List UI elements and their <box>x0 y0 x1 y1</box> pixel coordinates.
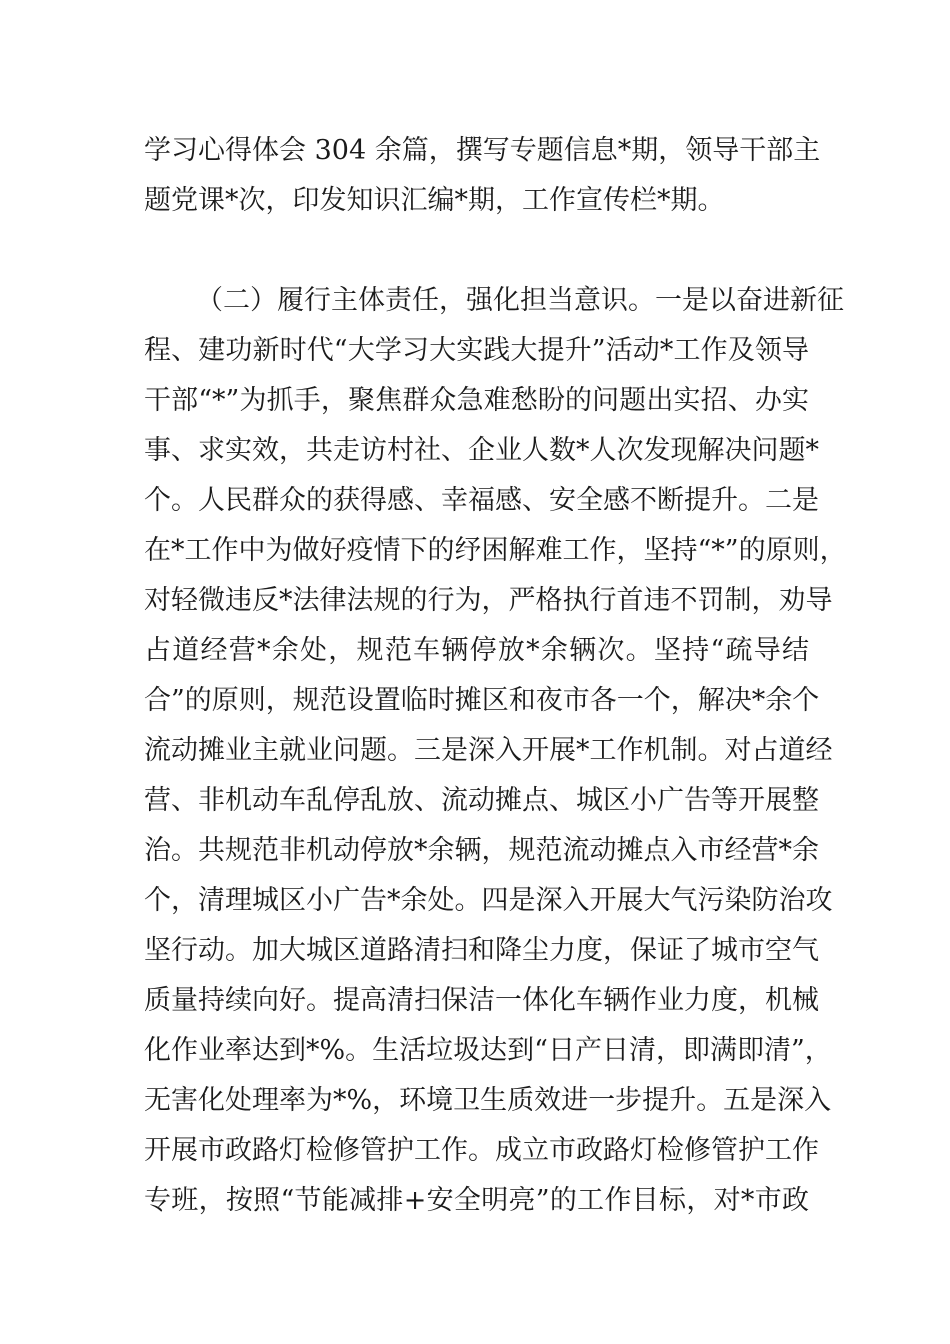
paragraph-2-line: 干部“*”为抓手，聚焦群众急难愁盼的问题出实招、办实 <box>144 385 809 416</box>
paragraph-2-line: 合”的原则，规范设置临时摊区和夜市各一个，解决*余个 <box>144 685 820 716</box>
paragraph-2-line: 治。共规范非机动停放*余辆，规范流动摊点入市经营*余 <box>144 835 819 866</box>
paragraph-1-line: 题党课*次，印发知识汇编*期，工作宣传栏*期。 <box>144 185 725 216</box>
paragraph-2-line: 对轻微违反*法律法规的行为，严格执行首违不罚制，劝导 <box>144 585 833 616</box>
paragraph-2-line: （二）履行主体责任，强化担当意识。一是以奋进新征 <box>196 285 844 316</box>
paragraph-2-line: 开展市政路灯检修管护工作。成立市政路灯检修管护工作 <box>144 1135 819 1166</box>
paragraph-2-line: 个，清理城区小广告*余处。四是深入开展大气污染防治攻 <box>144 885 833 916</box>
paragraph-2-line: 占道经营*余处，规范车辆停放*余辆次。坚持“疏导结 <box>144 635 809 666</box>
paragraph-2-line: 化作业率达到*%。生活垃圾达到“日产日清，即满即清”， <box>144 1035 832 1066</box>
paragraph-2-line: 事、求实效，共走访村社、企业人数*人次发现解决问题* <box>144 435 819 466</box>
paragraph-2-line: 程、建功新时代“大学习大实践大提升”活动*工作及领导 <box>144 335 809 366</box>
paragraph-2-line: 专班，按照“节能减排+安全明亮”的工作目标，对*市政 <box>144 1185 809 1216</box>
paragraph-2-line: 个。人民群众的获得感、幸福感、安全感不断提升。二是 <box>144 485 819 516</box>
paragraph-2-line: 流动摊业主就业问题。三是深入开展*工作机制。对占道经 <box>144 735 833 766</box>
paragraph-2-line: 质量持续向好。提高清扫保洁一体化车辆作业力度，机械 <box>144 985 819 1016</box>
paragraph-2-line: 坚行动。加大城区道路清扫和降尘力度，保证了城市空气 <box>144 935 819 966</box>
paragraph-1-line: 学习心得体会 304 余篇，撰写专题信息*期，领导干部主 <box>144 135 821 166</box>
paragraph-2-line: 营、非机动车乱停乱放、流动摊点、城区小广告等开展整 <box>144 785 819 816</box>
paragraph-2-line: 在*工作中为做好疫情下的纾困解难工作，坚持“*”的原则， <box>144 535 847 566</box>
paragraph-2-line: 无害化处理率为*%，环境卫生质效进一步提升。五是深入 <box>144 1085 832 1116</box>
